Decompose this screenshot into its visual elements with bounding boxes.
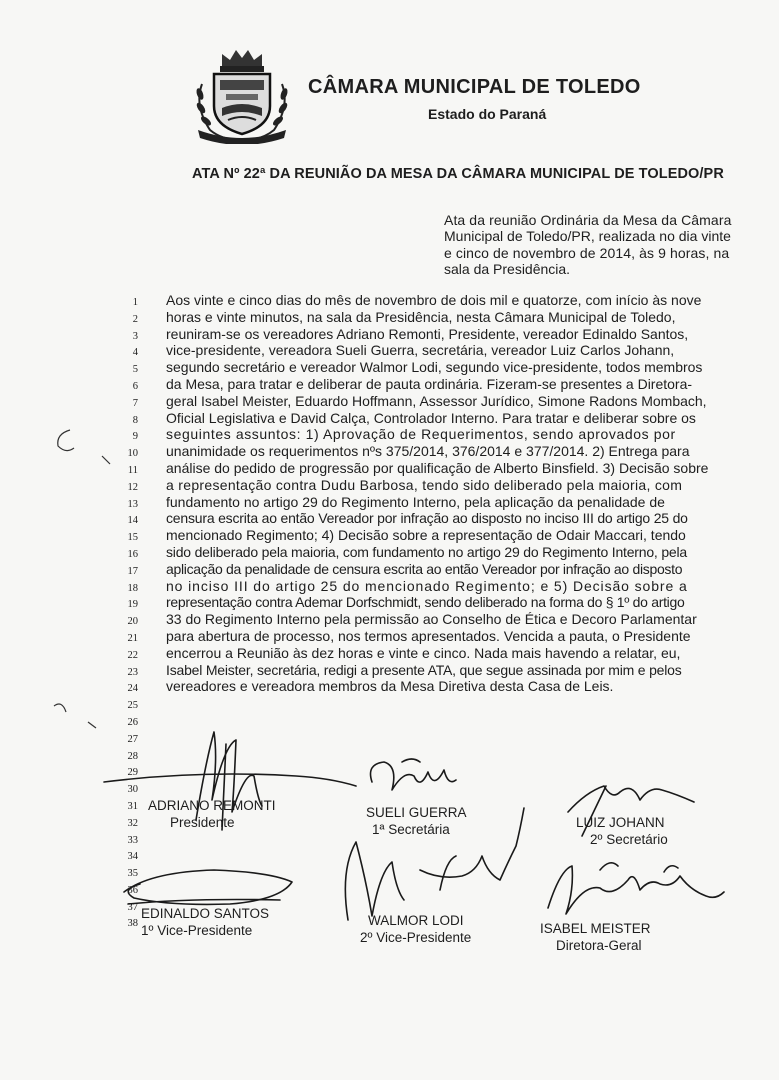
line-number: 6 <box>132 380 138 392</box>
line-numbers <box>106 295 138 933</box>
signatory-name: ISABEL MEISTER <box>540 921 651 936</box>
summary-line: Municipal de Toledo/PR, realizada no dia vinte <box>444 228 731 245</box>
signatory-role: 2º Vice-Presidente <box>360 930 472 945</box>
line-number: 3 <box>132 330 138 342</box>
body-line: representação contra Ademar Dorfschmidt, sendo deliberado na forma do § 1º do artigo <box>166 594 685 611</box>
body-line: censura escrita ao então Vereador por infração ao disposto no inciso III do artigo 25 do <box>166 510 688 527</box>
signature-edinaldo <box>141 905 269 939</box>
body-line: segundo secretário e vereador Walmor Lodi, segundo vice-presidente, todos membros <box>166 359 703 376</box>
body-line: Aos vinte e cinco dias do mês de novembro de dois mil e quatorze, com início às nove <box>166 292 702 308</box>
municipal-coat-of-arms-icon <box>188 44 296 144</box>
line-number: 9 <box>132 431 138 443</box>
body-line: reuniram-se os vereadores Adriano Remonti, Presidente, vereador Edinaldo Santos, <box>166 325 689 342</box>
signature-stroke-luiz <box>568 786 694 812</box>
organization-name: CÂMARA MUNICIPAL DE TOLEDO <box>308 76 641 98</box>
signature-stroke-walmor <box>345 842 404 920</box>
body-line: fundamento no artigo 29 do Regimento Interno, pela aplicação da penalidade de <box>166 493 665 510</box>
line-number: 26 <box>127 716 138 728</box>
line-number: 7 <box>132 397 138 409</box>
body-line: Oficial Legislativa e David Calça, Controlador Interno. Para tratar e deliberar sobre os <box>166 409 696 426</box>
signature-stroke-isabel <box>548 866 724 914</box>
margin-mark-bottom <box>54 704 66 712</box>
line-number: 22 <box>127 649 138 661</box>
signatory-role: 1º Vice-Presidente <box>141 923 253 938</box>
line-number: 10 <box>127 448 138 460</box>
signature-adriano <box>148 797 276 831</box>
signature-walmor <box>360 912 472 946</box>
signatory-name: WALMOR LODI <box>368 913 464 928</box>
line-number: 1 <box>132 297 138 308</box>
signatory-name: EDINALDO SANTOS <box>141 906 270 921</box>
line-number: 36 <box>127 884 138 896</box>
line-number: 21 <box>127 632 138 644</box>
body-line: vice-presidente, vereadora Sueli Guerra, secretária, vereador Luiz Carlos Johann, <box>166 342 675 359</box>
line-number: 8 <box>132 414 138 426</box>
signatory-name: SUELI GUERRA <box>366 805 467 820</box>
line-number: 34 <box>127 851 138 863</box>
body-line: geral Isabel Meister, Eduardo Hoffmann, Assessor Jurídico, Simone Radons Mombach, <box>166 392 707 409</box>
state-name: Estado do Paraná <box>428 106 547 122</box>
line-number: 32 <box>127 817 138 829</box>
line-number: 14 <box>127 515 138 527</box>
signature-sueli <box>366 804 467 838</box>
line-number: 33 <box>127 834 138 846</box>
line-number: 38 <box>127 918 138 930</box>
line-number: 5 <box>132 364 138 376</box>
signatory-role: 1ª Secretária <box>372 822 450 837</box>
summary-line: Ata da reunião Ordinária da Mesa da Câmara <box>444 212 732 228</box>
line-number: 31 <box>127 800 138 812</box>
line-number: 28 <box>127 750 138 762</box>
line-number: 2 <box>132 313 138 325</box>
document-title: ATA Nº 22ª DA REUNIÃO DA MESA DA CÂMARA MUNICIPAL DE TOLEDO/PR <box>192 166 724 182</box>
signature-luiz <box>576 814 668 848</box>
signatory-name: ADRIANO REMONTI <box>148 798 276 813</box>
body-line: horas e vinte minutos, na sala da Presidência, nesta Câmara Municipal de Toledo, <box>166 308 676 325</box>
signature-stroke-edinaldo <box>124 870 292 904</box>
minutes-body <box>166 292 774 695</box>
summary-line: sala da Presidência. <box>444 260 571 277</box>
signatory-role: Presidente <box>170 815 235 830</box>
line-number: 4 <box>132 347 138 359</box>
line-number: 27 <box>127 733 138 745</box>
line-number: 15 <box>127 532 138 544</box>
body-line: 33 do Regimento Interno pela permissão ao Conselho de Ética e Decoro Parlamentar <box>166 611 697 628</box>
body-line: vereadores e vereadora membros da Mesa Diretiva desta Casa de Leis. <box>166 678 614 695</box>
summary-block <box>444 212 774 277</box>
signature-stroke-adriano <box>104 774 356 786</box>
line-number: 11 <box>127 464 138 476</box>
body-line: sido deliberado pela maioria, com fundamento no artigo 29 do Regimento Interno, pela <box>166 543 687 560</box>
body-line: no inciso III do artigo 25 do mencionado Regimento; e 5) Decisão sobre a <box>166 577 688 594</box>
summary-line: e cinco de novembro de 2014, às 9 horas, na <box>444 244 730 261</box>
line-number: 12 <box>127 481 138 493</box>
body-line: mencionado Regimento; 4) Decisão sobre a representação de Odair Maccari, tendo <box>166 527 686 544</box>
body-line: da Mesa, para tratar e deliberar de pauta ordinária. Fizeram-se presentes a Diretora- <box>166 375 693 392</box>
body-line: análise do pedido de progressão por qualificação de Alberto Binsfield. 3) Decisão sobre <box>166 459 709 476</box>
signatory-role: 2º Secretário <box>590 832 668 847</box>
line-number: 37 <box>127 901 138 913</box>
line-number: 25 <box>127 700 138 712</box>
line-number: 35 <box>127 868 138 880</box>
body-line: a representação contra Dudu Barbosa, tendo sido deliberado pela maioria, com <box>166 476 683 493</box>
signature-stroke-sueli <box>371 762 457 790</box>
signatory-role: Diretora-Geral <box>556 938 642 953</box>
body-line: aplicação da penalidade de censura escrita ao então Vereador por infração ao disposto <box>166 560 683 577</box>
line-number: 24 <box>127 683 138 695</box>
line-number: 19 <box>127 599 138 611</box>
line-number: 17 <box>127 565 138 577</box>
body-line: para abertura de processo, nos termos apresentados. Vencida a pauta, o Presidente <box>166 627 691 644</box>
signatory-name: LUIZ JOHANN <box>576 815 665 830</box>
line-number: 29 <box>127 767 138 779</box>
body-line: Isabel Meister, secretária, redigi a presente ATA, que segue assinada por mim e pelos <box>166 661 682 678</box>
margin-mark-top <box>58 430 74 451</box>
body-line: encerrou a Reunião às dez horas e vinte e cinco. Nada mais havendo a relatar, eu, <box>166 644 681 661</box>
line-number: 23 <box>127 666 138 678</box>
line-number: 30 <box>127 784 138 796</box>
body-line: seguintes assuntos: 1) Aprovação de Requerimentos, sendo aprovados por <box>166 426 676 443</box>
line-number: 13 <box>127 498 138 510</box>
line-number: 20 <box>127 616 138 628</box>
body-line: unanimidade os requerimentos nºs 375/2014, 376/2014 e 377/2014. 2) Entrega para <box>166 443 690 460</box>
line-number: 16 <box>127 548 138 560</box>
line-number: 18 <box>127 582 138 594</box>
signature-isabel <box>540 920 651 954</box>
